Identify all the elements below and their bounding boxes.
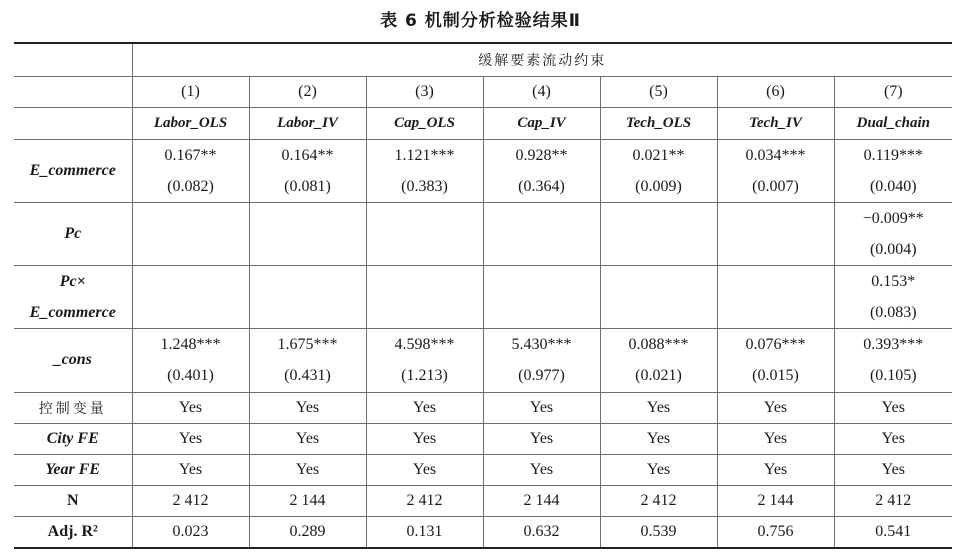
- standard-error: (0.009): [635, 177, 682, 195]
- value-cell: 0.541: [834, 516, 952, 548]
- value-cell: Yes: [834, 423, 952, 454]
- dependent-variable: Labor_IV: [249, 107, 366, 139]
- dependent-variable: Tech_IV: [717, 107, 834, 139]
- standard-error: (0.083): [869, 303, 917, 321]
- coefficient: −0.009**: [862, 209, 924, 227]
- standard-error: (1.213): [401, 367, 448, 384]
- estimate-cell: [249, 139, 366, 202]
- value-cell: Yes: [483, 392, 600, 423]
- value-cell: Yes: [483, 454, 600, 485]
- column-number: (3): [366, 76, 483, 107]
- value-cell: Yes: [366, 423, 483, 454]
- coefficient: 0.119***: [863, 146, 923, 164]
- pc-row: [14, 202, 952, 265]
- coefficient: 0.021**: [632, 146, 685, 164]
- value-cell: Yes: [600, 454, 717, 485]
- standard-error: (0.007): [752, 177, 799, 195]
- row-label-city-fe: City FE: [14, 423, 132, 454]
- estimate-cell: [834, 265, 952, 328]
- ecommerce-row: [14, 139, 952, 202]
- value-cell: 0.756: [717, 516, 834, 548]
- coefficient: 0.928**: [515, 146, 568, 164]
- coefficient: 4.598***: [394, 336, 455, 353]
- coefficient: 0.088***: [628, 336, 689, 353]
- value-cell: Yes: [132, 392, 249, 423]
- row-label-ecommerce: E_commerce: [14, 139, 132, 202]
- empty-cell: [717, 202, 834, 265]
- estimate-cell: [717, 139, 834, 202]
- estimate-cell: [366, 139, 483, 202]
- estimate-cell: [132, 328, 249, 392]
- row-label-year-fe: Year FE: [14, 454, 132, 485]
- column-number: (1): [132, 76, 249, 107]
- value-cell: Yes: [834, 392, 952, 423]
- column-number: (6): [717, 76, 834, 107]
- coefficient: 0.076***: [745, 336, 806, 353]
- empty-cell: [717, 265, 834, 328]
- value-cell: Yes: [132, 423, 249, 454]
- column-number: (7): [834, 76, 952, 107]
- value-cell: Yes: [834, 454, 952, 485]
- blank-cell: [14, 76, 132, 107]
- value-cell: 0.023: [132, 516, 249, 548]
- column-number-row: [14, 76, 952, 107]
- row-label-controls: 控制变量: [14, 392, 132, 423]
- standard-error: (0.977): [518, 367, 565, 384]
- coefficient: 1.121***: [394, 146, 455, 164]
- standard-error: (0.015): [752, 367, 799, 384]
- value-cell: 2 412: [600, 485, 717, 516]
- estimate-cell: [600, 328, 717, 392]
- interaction-row: [14, 265, 952, 328]
- empty-cell: [249, 202, 366, 265]
- estimate-cell: [132, 139, 249, 202]
- dependent-variable: Dual_chain: [834, 107, 952, 139]
- standard-error: (0.364): [518, 177, 565, 195]
- estimate-cell: [834, 328, 952, 392]
- estimate-cell: [483, 328, 600, 392]
- standard-error: (0.004): [869, 240, 917, 258]
- value-cell: Yes: [717, 392, 834, 423]
- dependent-variable: Cap_IV: [483, 107, 600, 139]
- value-cell: Yes: [717, 423, 834, 454]
- adj-r2-row: [14, 516, 952, 548]
- value-cell: Yes: [600, 423, 717, 454]
- corner-cell: [14, 43, 132, 76]
- value-cell: Yes: [600, 392, 717, 423]
- n-row: [14, 485, 952, 516]
- value-cell: Yes: [717, 454, 834, 485]
- standard-error: (0.040): [869, 177, 917, 195]
- regression-table: [14, 42, 952, 549]
- standard-error: (0.105): [869, 367, 917, 384]
- value-cell: 2 412: [834, 485, 952, 516]
- value-cell: Yes: [249, 454, 366, 485]
- estimate-cell: [717, 328, 834, 392]
- estimate-cell: [366, 328, 483, 392]
- empty-cell: [600, 202, 717, 265]
- row-label-cons: _cons: [14, 328, 132, 392]
- value-cell: 2 412: [366, 485, 483, 516]
- value-cell: 0.632: [483, 516, 600, 548]
- value-cell: 2 412: [132, 485, 249, 516]
- blank-cell: [14, 107, 132, 139]
- standard-error: (0.431): [284, 367, 331, 384]
- row-label-n: N: [14, 485, 132, 516]
- coefficient: 5.430***: [511, 336, 572, 353]
- cons-row: [14, 328, 952, 392]
- coefficient: 0.153*: [871, 272, 916, 290]
- value-cell: Yes: [366, 454, 483, 485]
- empty-cell: [483, 265, 600, 328]
- row-label-pc: Pc: [14, 202, 132, 265]
- row-label-adj-r2: Adj. R²: [14, 516, 132, 548]
- estimate-cell: [249, 328, 366, 392]
- value-cell: 0.289: [249, 516, 366, 548]
- value-cell: Yes: [483, 423, 600, 454]
- interaction-label-line2: E_commerce: [29, 303, 116, 321]
- standard-error: (0.021): [635, 367, 682, 384]
- standard-error: (0.401): [167, 367, 214, 384]
- value-cell: Yes: [249, 392, 366, 423]
- dependent-variable: Tech_OLS: [600, 107, 717, 139]
- row-label-interaction: [14, 265, 132, 328]
- estimate-cell: [834, 202, 952, 265]
- table-title: 表 6 机制分析检验结果Ⅱ: [380, 11, 581, 31]
- value-cell: 2 144: [483, 485, 600, 516]
- coefficient: 0.393***: [863, 336, 924, 353]
- estimate-cell: [600, 139, 717, 202]
- empty-cell: [483, 202, 600, 265]
- coefficient: 0.034***: [745, 146, 806, 164]
- column-number: (2): [249, 76, 366, 107]
- coefficient: 1.675***: [277, 336, 338, 353]
- standard-error: (0.082): [167, 177, 214, 195]
- controls-row: [14, 392, 952, 423]
- estimate-cell: [483, 139, 600, 202]
- standard-error: (0.081): [284, 177, 331, 195]
- value-cell: 2 144: [717, 485, 834, 516]
- city-fe-row: [14, 423, 952, 454]
- value-cell: 0.131: [366, 516, 483, 548]
- group-header: 缓解要素流动约束: [132, 43, 952, 76]
- empty-cell: [366, 202, 483, 265]
- coefficient: 1.248***: [160, 336, 221, 353]
- year-fe-row: [14, 454, 952, 485]
- value-cell: Yes: [132, 454, 249, 485]
- estimate-cell: [834, 139, 952, 202]
- value-cell: 0.539: [600, 516, 717, 548]
- column-number: (5): [600, 76, 717, 107]
- varname-row: [14, 107, 952, 139]
- value-cell: 2 144: [249, 485, 366, 516]
- value-cell: Yes: [249, 423, 366, 454]
- group-header-row: [14, 43, 952, 76]
- dependent-variable: Cap_OLS: [366, 107, 483, 139]
- interaction-label-line1: Pc×: [59, 272, 86, 290]
- empty-cell: [132, 202, 249, 265]
- coefficient: 0.164**: [281, 146, 334, 164]
- value-cell: Yes: [366, 392, 483, 423]
- empty-cell: [366, 265, 483, 328]
- coefficient: 0.167**: [164, 146, 217, 164]
- standard-error: (0.383): [401, 177, 448, 195]
- empty-cell: [600, 265, 717, 328]
- empty-cell: [249, 265, 366, 328]
- dependent-variable: Labor_OLS: [132, 107, 249, 139]
- empty-cell: [132, 265, 249, 328]
- column-number: (4): [483, 76, 600, 107]
